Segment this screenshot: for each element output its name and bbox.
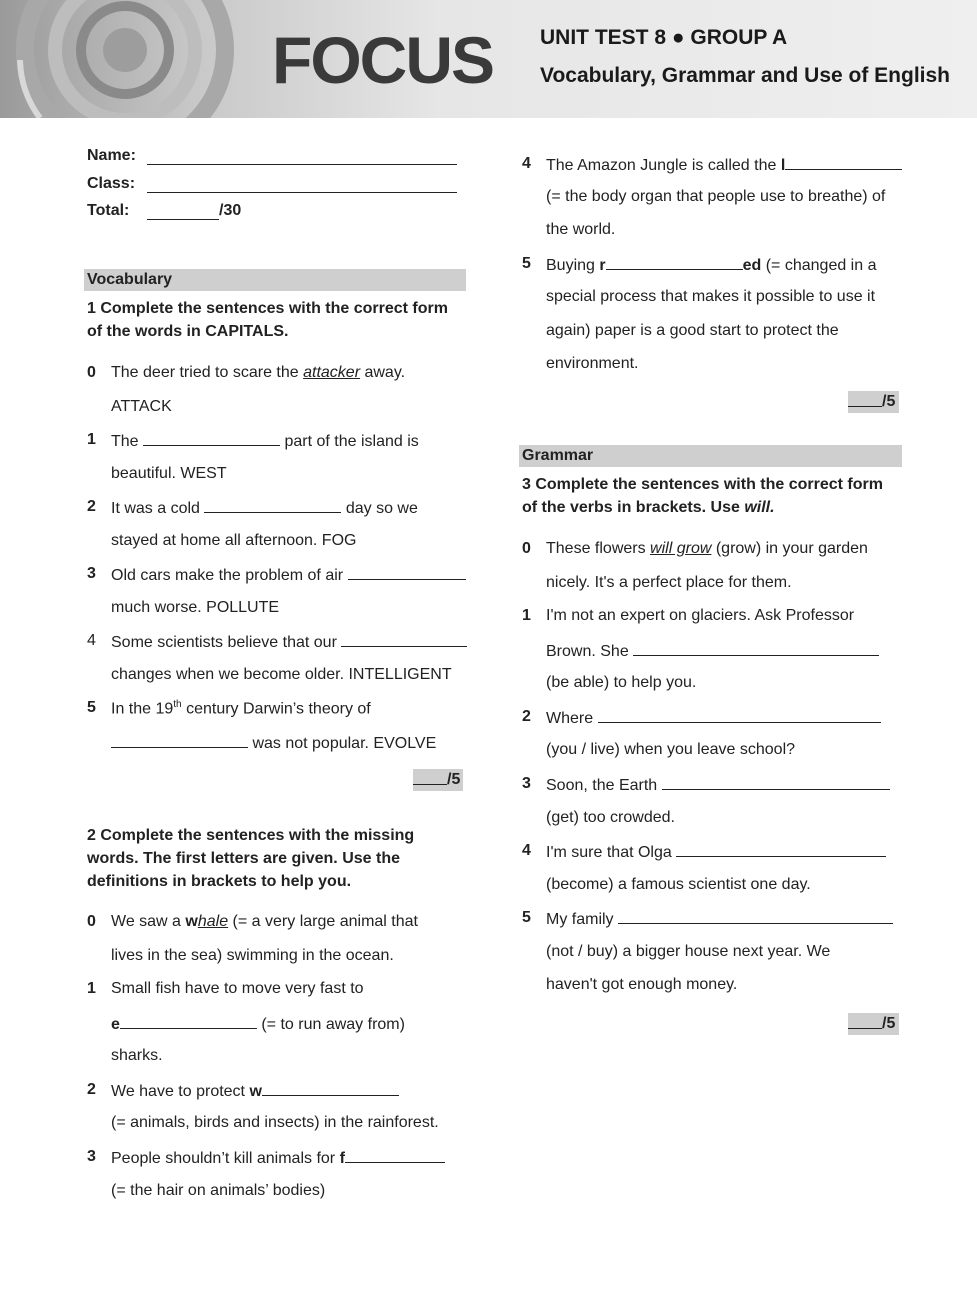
ex3-q0-number: 0 [522, 540, 531, 557]
ex3-q3-number: 3 [522, 775, 531, 792]
ex3-q0-text: These flowers will grow (grow) in your garden [546, 540, 868, 557]
ex3-q5-text-cont: (not / buy) a bigger house next year. We [546, 943, 831, 960]
grammar-section-header: Grammar [519, 445, 902, 467]
ex1-score-field[interactable] [413, 769, 447, 785]
ex1-q1-text-cont: beautiful. WEST [111, 465, 227, 482]
ex3-q1-text-end: (be able) to help you. [546, 674, 697, 691]
ex2-q2-answer-blank[interactable] [262, 1081, 399, 1096]
ex2-q1-text-end: sharks. [111, 1047, 163, 1064]
ex2-score-box: /5 [848, 391, 899, 413]
ex2-q1-number: 1 [87, 980, 96, 997]
ex2-q5-text-end: environment. [546, 355, 639, 372]
ex1-q5-answer-blank[interactable] [111, 733, 248, 748]
exercise-2-instructions: 2 Complete the sentences with the missing words. The first letters are given. Use the definitions in brackets to help you. [87, 827, 415, 890]
ex2-q0-text-cont: lives in the sea) swimming in the ocean. [111, 947, 394, 964]
ex2-q3-text-cont: (= the hair on animals’ bodies) [111, 1182, 326, 1199]
name-label: Name: [87, 147, 136, 164]
ex3-score-box: /5 [848, 1013, 899, 1035]
ex1-score-box: /5 [413, 769, 463, 791]
ex1-q3-text: Old cars make the problem of air [111, 565, 466, 585]
unit-subtitle: Vocabulary, Grammar and Use of English [540, 64, 951, 87]
ex2-q5-text-cont: special process that makes it possible to use it [546, 288, 876, 305]
ex3-q3-text-cont: (get) too crowded. [546, 809, 675, 826]
class-label: Class: [87, 175, 136, 192]
ex3-q2-text: Where [546, 708, 881, 728]
ex1-q2-text: It was a cold day so we [111, 500, 418, 517]
ex1-q0-number: 0 [87, 364, 96, 381]
ex3-q4-text-cont: (become) a famous scientist one day. [546, 876, 811, 893]
ex3-score-field[interactable] [848, 1013, 882, 1029]
ex1-q0-text: The deer tried to scare the attacker away. [111, 364, 406, 381]
class-field[interactable] [147, 192, 457, 193]
ex3-q1-text: I'm not an expert on glaciers. Ask Professor [546, 607, 855, 624]
ex2-q5-number: 5 [522, 255, 531, 272]
ex1-q1-number: 1 [87, 431, 96, 448]
ex3-q2-answer-blank[interactable] [598, 708, 881, 723]
ex1-q4-text-cont: changes when we become older. INTELLIGENT [111, 666, 452, 683]
ex1-q5-text-cont: was not popular. EVOLVE [111, 733, 436, 753]
ex2-q4-answer-blank[interactable] [785, 155, 902, 170]
ex1-q5-text: In the 19th century Darwin’s theory of [111, 699, 371, 718]
ex2-q1-answer-blank[interactable] [120, 1014, 257, 1029]
ex3-q4-text: I'm sure that Olga [546, 842, 886, 862]
ex3-q2-text-cont: (you / live) when you leave school? [546, 741, 796, 758]
exercise-1-instructions: 1 Complete the sentences with the correct form of the words in CAPITALS. [87, 300, 448, 340]
ex2-q4-text: The Amazon Jungle is called the l [546, 155, 902, 175]
ex3-q4-number: 4 [522, 842, 531, 859]
ex2-q1-text: Small fish have to move very fast to [111, 980, 364, 997]
ex2-q5-text-cont2: again) paper is a good start to protect the [546, 322, 839, 339]
total-max: /30 [219, 202, 242, 219]
ex1-q3-answer-blank[interactable] [348, 565, 466, 580]
ex3-q3-text: Soon, the Earth [546, 775, 890, 795]
name-field[interactable] [147, 164, 457, 165]
page-header [0, 0, 977, 118]
ex1-q2-answer-blank[interactable] [204, 498, 341, 513]
vocabulary-section-header: Vocabulary [84, 269, 466, 291]
ex2-q0-number: 0 [87, 913, 96, 930]
ex2-q5-answer-blank[interactable] [606, 255, 743, 270]
brand-logo-text: FOCUS [272, 23, 493, 97]
ex2-q5-text: Buying r ed (= changed in a [546, 257, 877, 274]
ex1-q0-word: ATTACK [111, 398, 172, 415]
ex2-q3-text: People shouldn’t kill animals for f [111, 1148, 445, 1168]
ex3-q1-text-cont: Brown. She [546, 641, 879, 661]
unit-title: UNIT TEST 8 ● GROUP A [540, 26, 788, 49]
ex3-q1-number: 1 [522, 607, 531, 624]
ex3-q4-answer-blank[interactable] [676, 842, 886, 857]
ex2-q2-text-cont: (= animals, birds and insects) in the rainforest. [111, 1114, 439, 1131]
total-field[interactable] [147, 219, 219, 220]
ex1-q4-text: Some scientists believe that our [111, 632, 467, 652]
ex1-q4-answer-blank[interactable] [341, 632, 467, 647]
ex1-q3-text-cont: much worse. POLLUTE [111, 599, 280, 616]
ex3-q1-answer-blank[interactable] [633, 641, 879, 656]
ex1-q2-text-cont: stayed at home all afternoon. FOG [111, 532, 357, 549]
ex3-q5-answer-blank[interactable] [618, 909, 893, 924]
ex3-q5-text-end: haven't got enough money. [546, 976, 738, 993]
ex1-q4-number: 4 [87, 632, 96, 649]
ex2-score-field[interactable] [848, 391, 882, 407]
ex2-q4-number: 4 [522, 155, 531, 172]
ex1-q3-number: 3 [87, 565, 96, 582]
ex3-q5-number: 5 [522, 909, 531, 926]
ex1-q2-number: 2 [87, 498, 96, 515]
total-label: Total: [87, 202, 130, 219]
ex1-q1-answer-blank[interactable] [143, 431, 280, 446]
ex2-q2-text: We have to protect w [111, 1081, 399, 1101]
ex3-q0-text-cont: nicely. It's a perfect place for them. [546, 574, 792, 591]
ex2-q0-text: We saw a whale (= a very large animal that [111, 913, 418, 930]
ex3-q2-number: 2 [522, 708, 531, 725]
ex1-q1-text: The part of the island is [111, 433, 419, 450]
ex2-q1-text-cont: e (= to run away from) [111, 1016, 405, 1033]
exercise-3-instructions: 3 Complete the sentences with the correct form of the verbs in brackets. Use will. [522, 476, 883, 516]
ex3-q3-answer-blank[interactable] [662, 775, 890, 790]
ex1-q5-number: 5 [87, 699, 96, 716]
ex2-q4-text-end: the world. [546, 221, 616, 238]
ex2-q3-answer-blank[interactable] [345, 1148, 445, 1163]
ex2-q3-number: 3 [87, 1148, 96, 1165]
ex2-q2-number: 2 [87, 1081, 96, 1098]
ex2-q4-text-cont: (= the body organ that people use to breathe) of [546, 188, 886, 205]
ex3-q5-text: My family [546, 909, 893, 929]
